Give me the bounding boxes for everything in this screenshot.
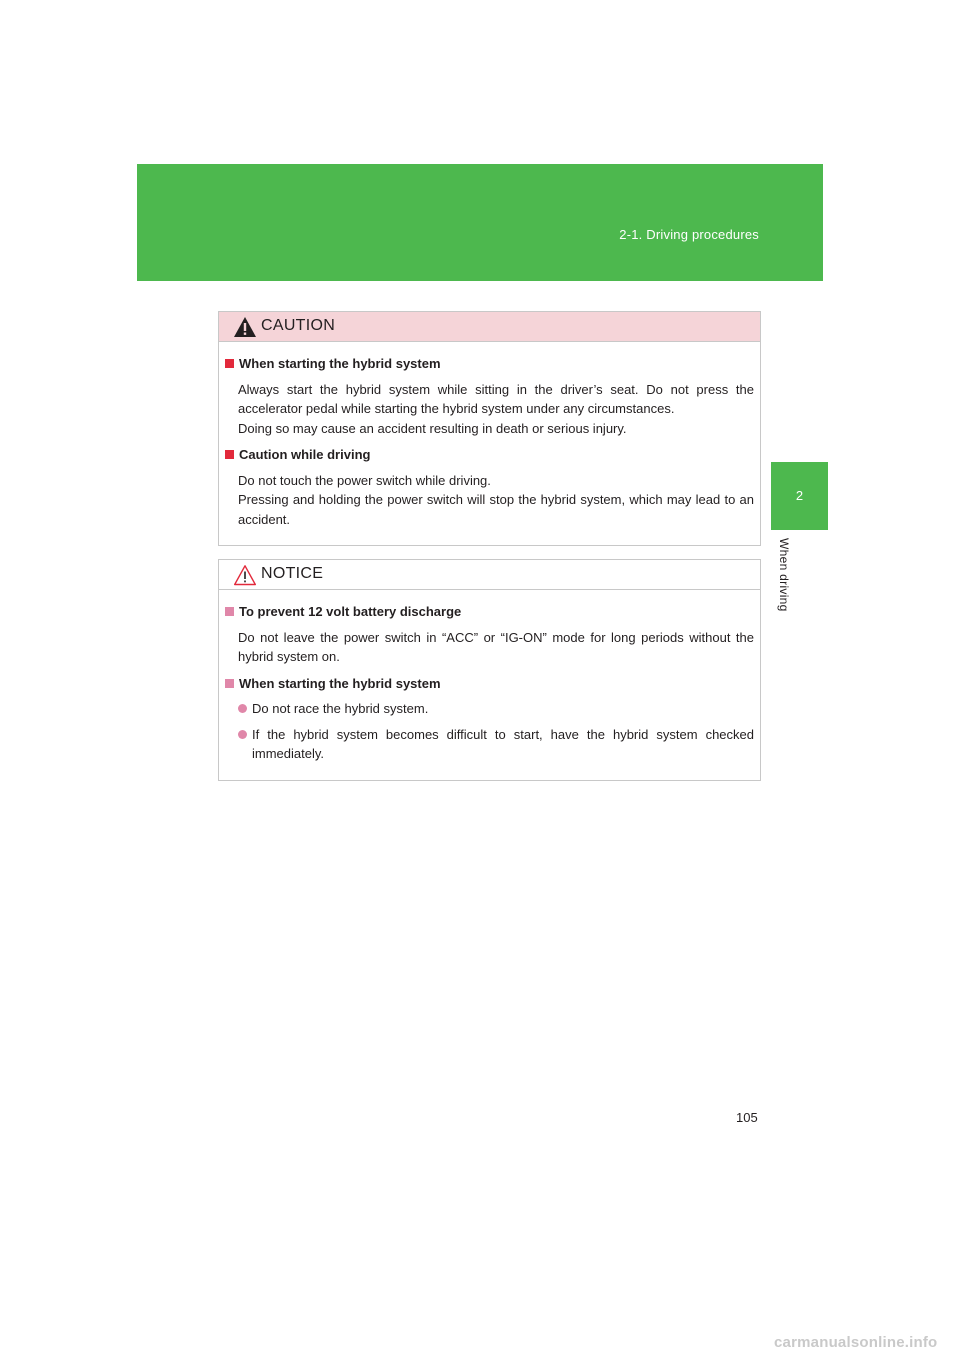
caution-header xyxy=(219,312,760,342)
caution-paragraph: Do not touch the power switch while driving. xyxy=(238,472,491,488)
square-bullet-icon xyxy=(225,450,234,459)
caution-paragraph: Pressing and holding the power switch will stop the hybrid system, which may lead to an accident. xyxy=(238,492,754,527)
caution-paragraph: Doing so may cause an accident resulting in death or serious injury. xyxy=(238,420,627,436)
circle-bullet-icon xyxy=(238,730,247,739)
notice-bullet-item: Do not race the hybrid system. xyxy=(225,699,754,719)
warning-triangle-icon xyxy=(233,316,257,338)
caution-section-heading: Caution while driving xyxy=(225,445,754,465)
square-bullet-icon xyxy=(225,359,234,368)
notice-bullet-item: If the hybrid system becomes difficult to start, have the hybrid system checked immediately. xyxy=(225,725,754,764)
square-bullet-icon xyxy=(225,607,234,616)
header-band xyxy=(137,164,823,281)
watermark: carmanualsonline.info xyxy=(774,1334,938,1351)
caution-section xyxy=(225,354,754,438)
square-bullet-icon xyxy=(225,679,234,688)
caution-section xyxy=(225,445,754,529)
caution-body xyxy=(219,342,760,529)
chapter-label: When driving xyxy=(777,538,791,612)
notice-paragraph: Do not leave the power switch in “ACC” or “IG-ON” mode for long periods without the hybrid system on. xyxy=(238,629,754,664)
section-title: 2-1. Driving procedures xyxy=(619,227,759,242)
caution-title: CAUTION xyxy=(261,317,336,334)
caution-section-heading: When starting the hybrid system xyxy=(225,354,754,374)
notice-section-heading: When starting the hybrid system xyxy=(225,674,754,694)
page-number: 105 xyxy=(736,1110,758,1125)
notice-header xyxy=(219,560,760,590)
notice-box xyxy=(218,559,761,781)
chapter-tab: 2 xyxy=(771,462,828,530)
warning-triangle-outline-icon xyxy=(233,564,257,586)
notice-section xyxy=(225,674,754,764)
notice-section-heading: To prevent 12 volt battery discharge xyxy=(225,602,754,622)
notice-body xyxy=(219,590,760,764)
circle-bullet-icon xyxy=(238,704,247,713)
caution-paragraph: Always start the hybrid system while sitting in the driver’s seat. Do not press the accelerator pedal while starting the hybrid system under any circumstances. xyxy=(238,381,754,416)
notice-section xyxy=(225,602,754,667)
caution-box xyxy=(218,311,761,546)
notice-title: NOTICE xyxy=(261,565,324,582)
